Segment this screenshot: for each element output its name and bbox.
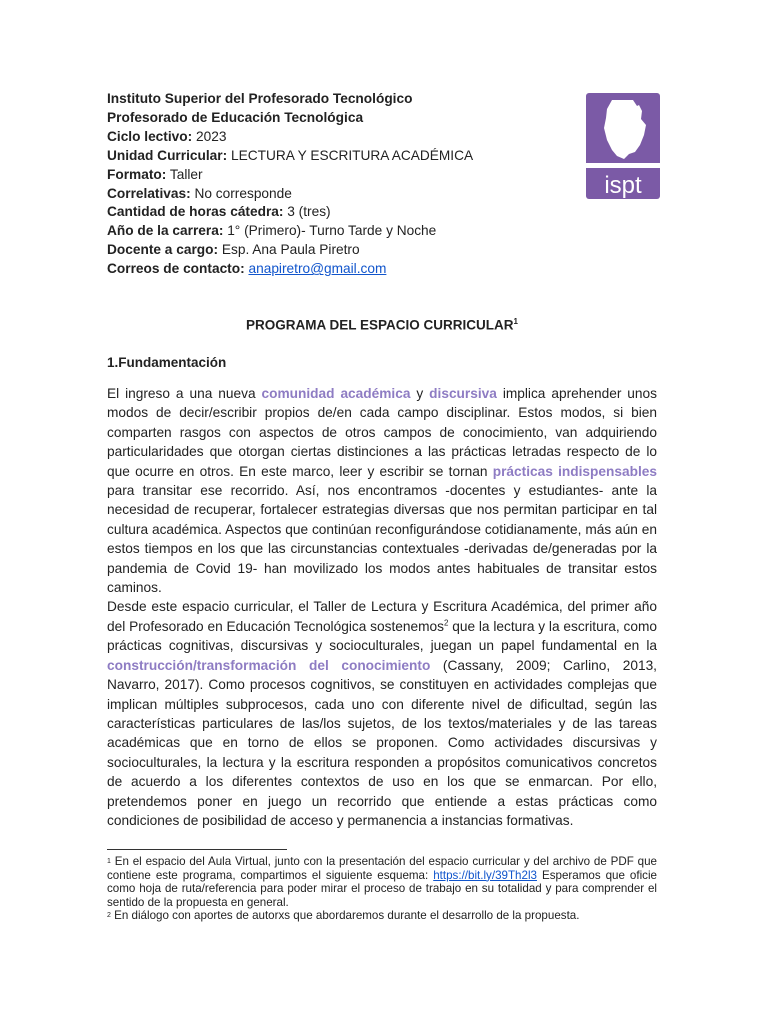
logo-text: ispt xyxy=(604,172,642,199)
ispt-logo xyxy=(586,93,660,199)
highlight-construccion: construcción/transformación del conocimiento xyxy=(107,657,431,673)
paragraph-1: El ingreso a una nueva comunidad académica y discursiva implica aprehender unos modos de decir/escribir propios de/en cada campo disciplinar. Estos modos, si bien comparten rasgos con aspectos de otros campos de conocimiento, van adquiriendo particularidades que otorgan ciertas distinciones a las prácticas letradas respecto de lo que ocurre en otros. En este marco, leer y escribir se tornan prácticas indispensables para transitar ese recorrido. Así, nos encontramos -docentes y estudiantes- ante la necesidad de recuperar, fortalecer estrategias diversas que nos permitan participar en tal cultura académica. Aspectos que continúan reconfigurándose cotidianamente, más aún en estos tiempos en los que las circunstancias contextuales -derivadas de/generadas por la pandemia de Covid 19- han movilizado los modos antes habituales de transitar estos caminos. xyxy=(107,386,657,596)
unidad-curricular: Unidad Curricular: LECTURA Y ESCRITURA ACADÉMICA xyxy=(107,147,474,163)
paragraph-2: Desde este espacio curricular, el Taller de Lectura y Escritura Académica, del primer año del Profesorado en Educación Tecnológica sostenemos$^2$ que la lectura y la escritura, como prácticas cognitivas, discursivas y socioculturales, juegan un papel fundamental en la construcción/transformación del conocimiento (Cassany, 2009; Carlino, 2013, Navarro, 2017). Como procesos cognitivos, se constituyen en actividades complejas que implican múltiples subprocesos, cada uno con diferente nivel de dificultad, según las características particulares de las/los sujetos, de los textos/materiales y de las tareas académicas que en torno de ellos se proponen. Como actividades discursivas y socioculturales, la lectura y la escritura responden a propósitos comunicativos concretos de acuerdo a los diferentes contextos de uso en los que se enmarcan. Por ello, pretendemos poner en juego un recorrido que entiende a estas prácticas como condiciones de posibilidad de acceso y permanencia a instancias formativas. xyxy=(107,599,657,828)
highlight-discursiva: discursiva xyxy=(429,386,497,401)
horas-catedra: Cantidad de horas cátedra: 3 (tres) xyxy=(107,204,331,220)
ciclo-lectivo: Ciclo lectivo: 2023 xyxy=(107,128,227,144)
docente: Docente a cargo: Esp. Ana Paula Piretro xyxy=(107,242,360,258)
footnote-2: $^2$ En diálogo con aportes de autorxs que abordaremos durante el desarrollo de la propuesta. xyxy=(107,909,580,923)
logo-divider xyxy=(586,163,660,168)
footnote-1: $^1$ En el espacio del Aula Virtual, junto con la presentación del espacio curricular y del archivo de PDF que contiene este programa, compartimos el siguiente esquema: https://bit.ly/39Th2l3 Esperamos que oficie como hoja de ruta/referencia para poder mirar el proceso de trabajo en su totalidad y para comprender el sentido de la propuesta en general. xyxy=(107,855,657,909)
highlight-comunidad: comunidad académica xyxy=(261,386,411,401)
institute-name: Instituto Superior del Profesorado Tecnológico xyxy=(107,91,413,106)
highlight-practicas: prácticas indispensables xyxy=(492,463,657,479)
document-header xyxy=(107,90,567,279)
footnote-ref-1[interactable]: 1 xyxy=(513,317,518,326)
page-title: PROGRAMA DEL ESPACIO CURRICULAR$^1$ xyxy=(246,317,518,333)
body-text xyxy=(107,384,657,830)
section-heading: 1.Fundamentación xyxy=(107,355,227,370)
footnote-divider xyxy=(107,849,287,850)
correos-contacto: Correos de contacto: anapiretro@gmail.com xyxy=(107,261,387,277)
formato: Formato: Taller xyxy=(107,166,203,182)
correlativas: Correlativas: No corresponde xyxy=(107,185,292,201)
email-link[interactable]: anapiretro@gmail.com xyxy=(248,261,387,277)
footnote-ref-2[interactable]: 2 xyxy=(443,618,449,628)
anio-carrera: Año de la carrera: 1° (Primero)- Turno Tarde y Noche xyxy=(107,223,437,239)
footnotes xyxy=(107,855,657,923)
schema-link[interactable]: https://bit.ly/39Th2l3 xyxy=(433,868,537,882)
program-name: Profesorado de Educación Tecnológica xyxy=(107,109,364,125)
